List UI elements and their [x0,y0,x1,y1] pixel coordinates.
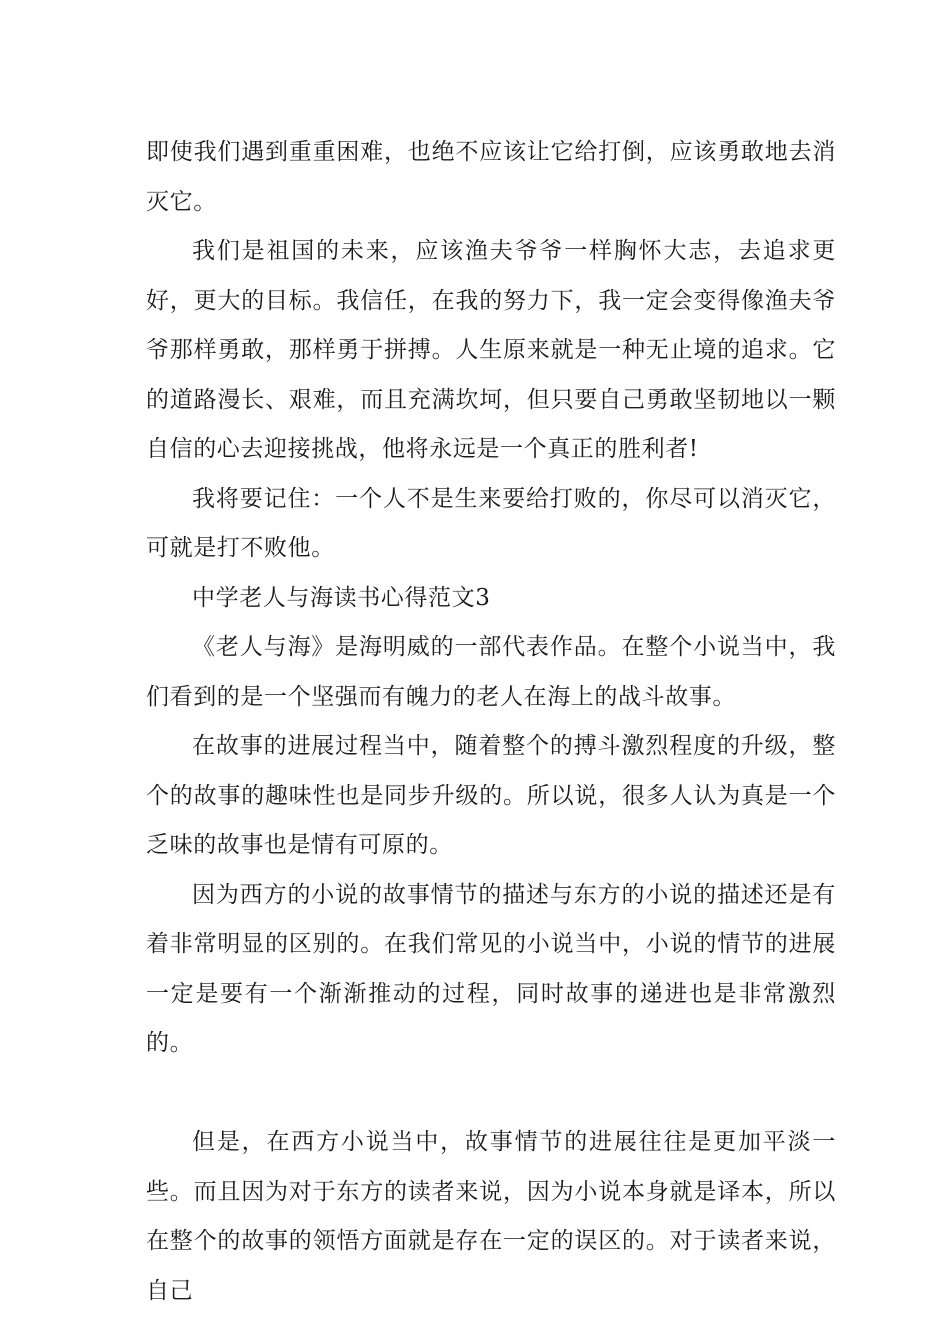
paragraph-spacer [146,1069,836,1119]
document-body [146,128,836,1316]
paragraph: 我将要记住：一个人不是生来要给打败的，你尽可以消灭它，可就是打不败他。 [146,485,836,561]
paragraph: 《老人与海》是海明威的一部代表作品。在整个小说当中，我们看到的是一个坚强而有魄力的老人在海上的战斗故事。 [146,634,836,710]
paragraph: 在故事的进展过程当中，随着整个的搏斗激烈程度的升级，整个的故事的趣味性也是同步升级的。所以说，很多人认为真是一个乏味的故事也是情有可原的。 [146,733,836,858]
paragraph: 因为西方的小说的故事情节的描述与东方的小说的描述还是有着非常明显的区别的。在我们常见的小说当中，小说的情节的进展一定是要有一个渐渐推动的过程，同时故事的递进也是非常激烈的。 [146,881,836,1056]
paragraph: 但是，在西方小说当中，故事情节的进展往往是更加平淡一些。而且因为对于东方的读者来说，因为小说本身就是译本，所以在整个的故事的领悟方面就是存在一定的误区的。对于读者来说，自己 [146,1129,836,1304]
paragraph-continuation: 即使我们遇到重重困难，也绝不应该让它给打倒，应该勇敢地去消灭它。 [146,139,836,215]
paragraph: 我们是祖国的未来，应该渔夫爷爷一样胸怀大志，去追求更好，更大的目标。我信任，在我的努力下，我一定会变得像渔夫爷爷那样勇敢，那样勇于拼搏。人生原来就是一种无止境的追求。它的道路漫长、艰难，而且充满坎坷，但只要自己勇敢坚韧地以一颗自信的心去迎接挑战，他将永远是一个真正的胜利者! [146,238,836,462]
section-heading: 中学老人与海读书心得范文3 [192,584,491,611]
